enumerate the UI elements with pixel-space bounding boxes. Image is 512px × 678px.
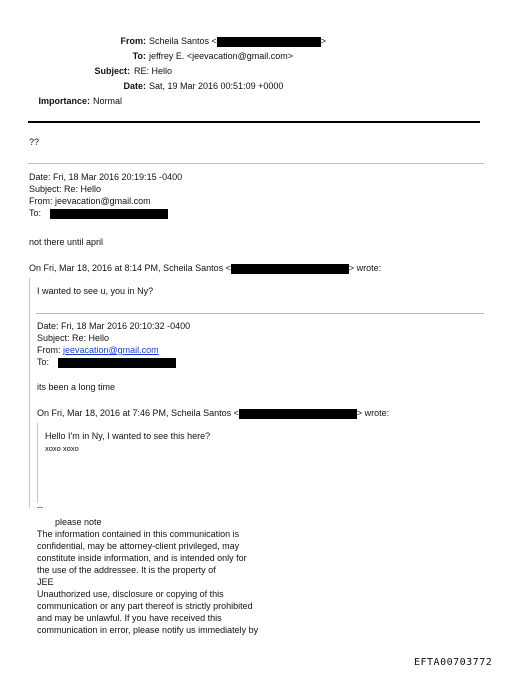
message-2-to: To:	[37, 357, 50, 367]
attribution-suffix: > wrote:	[348, 263, 382, 273]
disclaimer-line: constitute inside information, and is intended only for	[37, 553, 247, 563]
from-value: Scheila Santos <	[149, 36, 217, 46]
quote-2-line-2: xoxo xoxo	[45, 444, 79, 453]
message-1-to-line	[29, 207, 182, 219]
redaction-block	[50, 209, 168, 219]
redaction-block	[217, 37, 321, 47]
to-label: To:	[132, 51, 146, 61]
message-2-attribution	[37, 407, 389, 419]
from-label: From:	[120, 36, 146, 46]
message-1-headers	[29, 171, 182, 219]
attribution-prefix: On Fri, Mar 18, 2016 at 7:46 PM, Scheila Santos <	[37, 408, 239, 418]
quote-bar-level-2	[37, 423, 38, 503]
quote-1-text: I wanted to see u, you in Ny?	[37, 286, 154, 296]
date-value: Sat, 19 Mar 2016 00:51:09 +0000	[149, 81, 284, 91]
quote-2-line-1: Hello I'm in Ny, I wanted to see this here?	[45, 431, 211, 441]
attribution-suffix: > wrote:	[356, 408, 390, 418]
redaction-block	[58, 358, 176, 368]
disclaimer-line: confidential, may be attorney-client privileged, may	[37, 541, 240, 551]
subject-value: RE: Hello	[134, 66, 173, 76]
message-2-subject: Subject: Re: Hello	[37, 333, 110, 343]
to-value: jeffrey E. <jeevacation@gmail.com>	[149, 51, 294, 61]
subject-label: Subject:	[94, 66, 130, 76]
redaction-block	[239, 409, 357, 419]
from-field	[149, 35, 326, 47]
message-1-text: not there until april	[29, 237, 104, 247]
disclaimer-line: communication in error, please notify us immediately by	[37, 625, 259, 635]
message-1-from: From: jeevacation@gmail.com	[29, 196, 151, 206]
email-link[interactable]: jeevacation@gmail.com	[63, 345, 159, 355]
signature-dashes: --	[37, 502, 43, 512]
message-1-to: To:	[29, 208, 42, 218]
importance-label: Importance:	[38, 96, 90, 106]
attribution-prefix: On Fri, Mar 18, 2016 at 8:14 PM, Scheila Santos <	[29, 263, 231, 273]
disclaimer-line: the use of the addressee. It is the property of	[37, 565, 216, 575]
disclaimer-line: JEE	[37, 577, 54, 587]
header-divider	[28, 121, 480, 123]
disclaimer-line: and may be unlawful. If you have received this	[37, 613, 222, 623]
message-1-attribution	[29, 262, 381, 274]
disclaimer-line: The information contained in this communication is	[37, 529, 240, 539]
document-id: EFTA00703772	[414, 657, 493, 668]
message-2-text: its been a long time	[37, 382, 116, 392]
quoted-message-divider	[36, 313, 484, 314]
from-tail: >	[320, 36, 327, 46]
message-1-subject: Subject: Re: Hello	[29, 184, 102, 194]
redaction-block	[231, 264, 349, 274]
message-2-date: Date: Fri, 18 Mar 2016 20:10:32 -0400	[37, 321, 191, 331]
body-text: ??	[29, 137, 40, 147]
message-divider	[28, 163, 484, 164]
importance-value: Normal	[93, 96, 123, 106]
disclaimer-text	[37, 528, 258, 636]
quote-bar-level-1	[29, 278, 30, 508]
message-2-headers	[37, 320, 190, 368]
disclaimer-line: communication or any part thereof is strictly prohibited	[37, 601, 253, 611]
please-note: please note	[55, 517, 102, 527]
message-1-date: Date: Fri, 18 Mar 2016 20:19:15 -0400	[29, 172, 183, 182]
message-2-to-line	[37, 356, 190, 368]
date-label: Date:	[123, 81, 146, 91]
message-2-from-line	[37, 344, 190, 356]
disclaimer-line: Unauthorized use, disclosure or copying of this	[37, 589, 224, 599]
message-2-from-label: From:	[37, 345, 63, 355]
